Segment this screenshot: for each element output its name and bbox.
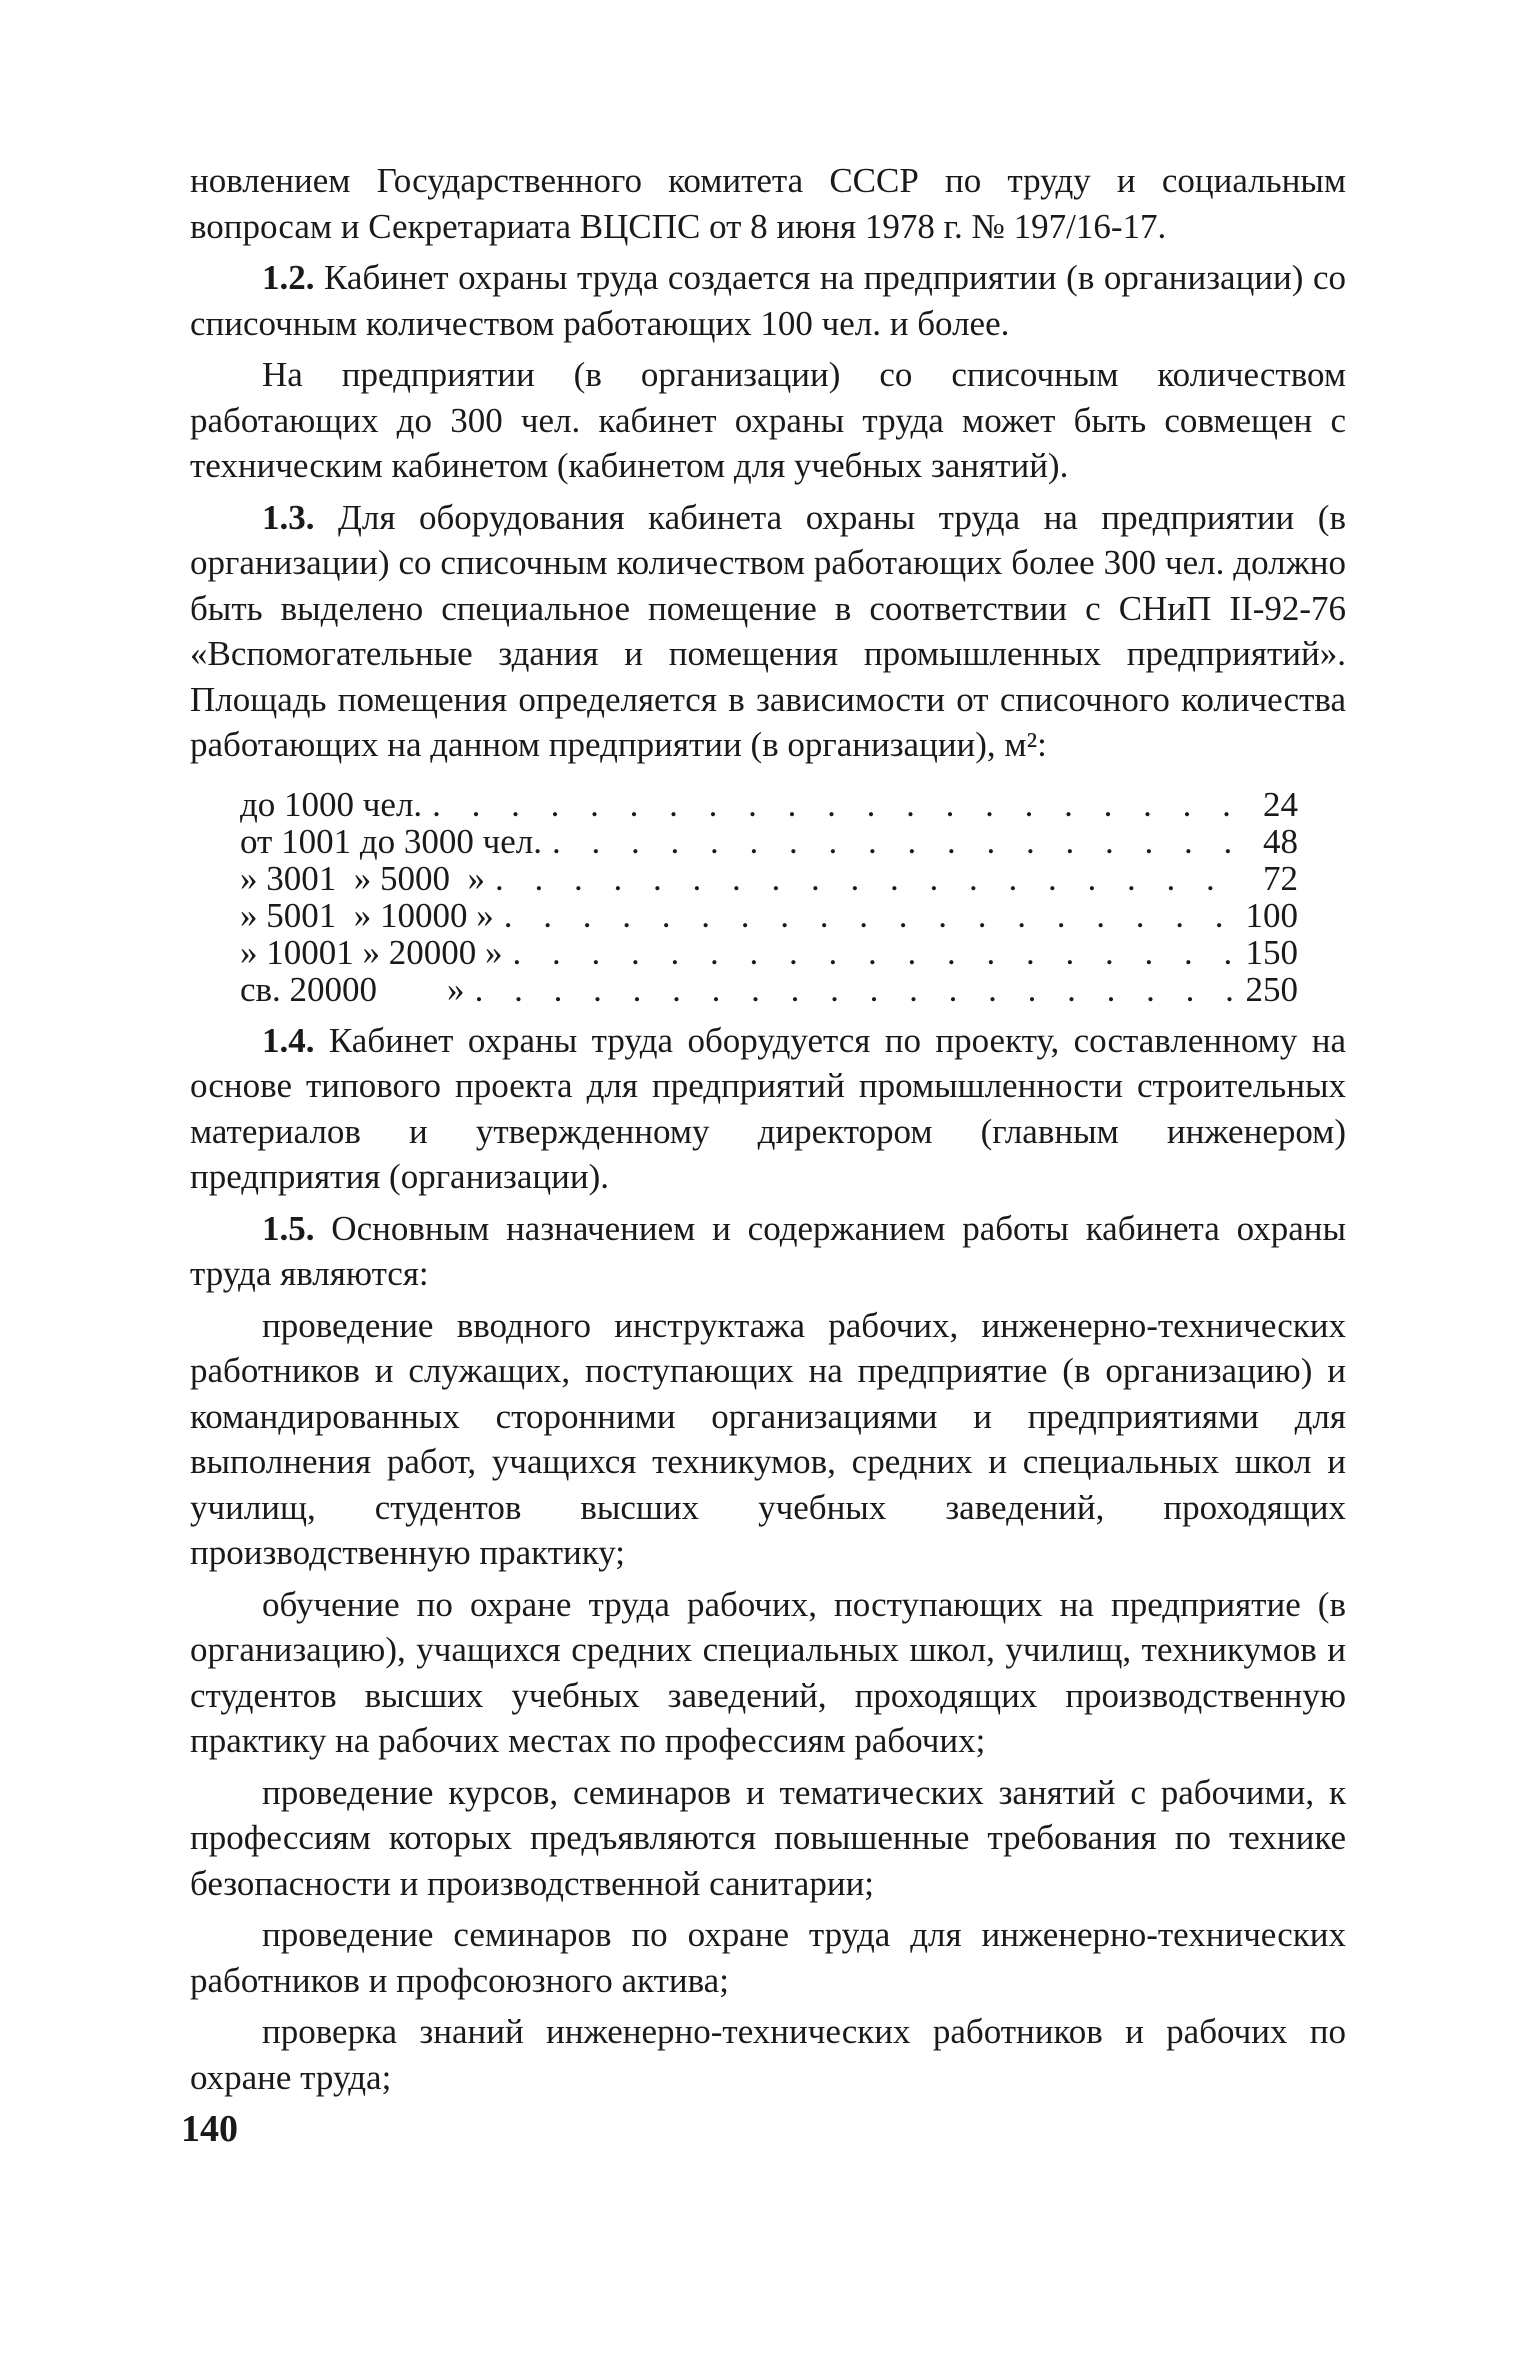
page-number: 140 [181,2108,238,2150]
row-value: 150 [1245,932,1298,972]
clause-number: 1.2. [262,258,315,297]
dot-leader [432,786,1232,823]
dot-leader [552,823,1232,860]
row-label: » 10001 » 20000 » [240,932,503,972]
paragraph-1-2-note: На предприятии (в организации) со списочным количеством работающих до 300 чел. кабинет охраны труда может быть совмещен с техническим кабинетом (кабинетом для учебных занятий). [190,355,1346,485]
body-text [190,158,1346,2100]
row-label: » 3001 » 5000 » [240,858,485,898]
dot-leader [495,860,1232,897]
table-row [240,786,1298,823]
row-value: 48 [1263,821,1298,861]
list-item: проведение семинаров по охране труда для инженерно-технических работников и профсоюзного актива; [190,1915,1346,2000]
paragraph-continuation: новлением Государственного комитета СССР по труду и социальным вопросам и Секретариата ВЦСПС от 8 июня 1978 г. № 197/16-17. [190,161,1346,246]
row-label: » 5001 » 10000 » [240,895,494,935]
paragraph-1-4 [190,1018,1346,1200]
clause-number: 1.3. [262,497,315,537]
clause-text: Основным назначением и содержанием работы кабинета охраны труда являются: [190,1208,1346,1293]
clause-number: 1.5. [262,1208,315,1248]
row-value: 24 [1263,784,1298,824]
dot-leader [504,897,1232,934]
list-item: обучение по охране труда рабочих, поступающих на предприятие (в организацию), учащихся средних специальных школ, училищ, техникумов и студентов высших учебных заведений, проходящих производственную практику на рабочих местах по профессиям рабочих; [190,1584,1346,1760]
area-table [240,786,1298,1008]
row-value: 72 [1263,858,1298,898]
table-row [240,934,1298,971]
table-row [240,971,1298,1008]
clause-text: Для оборудования кабинета охраны труда на предприятии (в организации) со списочным количеством работающих более 300 чел. должно быть выделено специальное помещение в соответствии с СНиП II-92-76 «Вспомогательные здания и помещения промышленных предприятий». Площадь помещения определяется в зависимости от списочного количества работающих на данном предприятии (в организации), м²: [190,497,1346,764]
clause-text: Кабинет охраны труда создается на предприятии (в организации) со списочным количеством работающих 100 чел. и более. [190,258,1346,343]
paragraph-1-3 [190,495,1346,768]
row-label: от 1001 до 3000 чел. [240,821,542,861]
dot-leader [475,971,1232,1008]
list-item: проведение вводного инструктажа рабочих, инженерно-технических работников и служащих, поступающих на предприятие (в организацию) и командированных сторонними организациями и предприятиями для выполнения работ, учащихся техникумов, средних и специальных школ и училищ, студентов высших учебных заведений, проходящих производственную практику; [190,1305,1346,1572]
list-item: проведение курсов, семинаров и тематических занятий с рабочими, к профессиям которых предъявляются повышенные требования по технике безопасности и производственной санитарии; [190,1772,1346,1903]
table-row [240,823,1298,860]
row-label: св. 20000 » [240,969,465,1009]
row-value: 100 [1245,895,1298,935]
row-value: 250 [1245,969,1298,1009]
list-item: проверка знаний инженерно-технических работников и рабочих по охране труда; [190,2012,1346,2097]
clause-number: 1.4. [262,1020,315,1060]
table-row [240,860,1298,897]
row-label: до 1000 чел. [240,784,423,824]
clause-text: Кабинет охраны труда оборудуется по проекту, составленному на основе типового проекта для предприятий промышленности строительных материалов и утвержденному директором (главным инженером) предприятия (организации). [190,1020,1346,1196]
table-row [240,897,1298,934]
dot-leader [513,934,1233,971]
paragraph-1-5 [190,1206,1346,1297]
paragraph-1-2 [190,255,1346,346]
